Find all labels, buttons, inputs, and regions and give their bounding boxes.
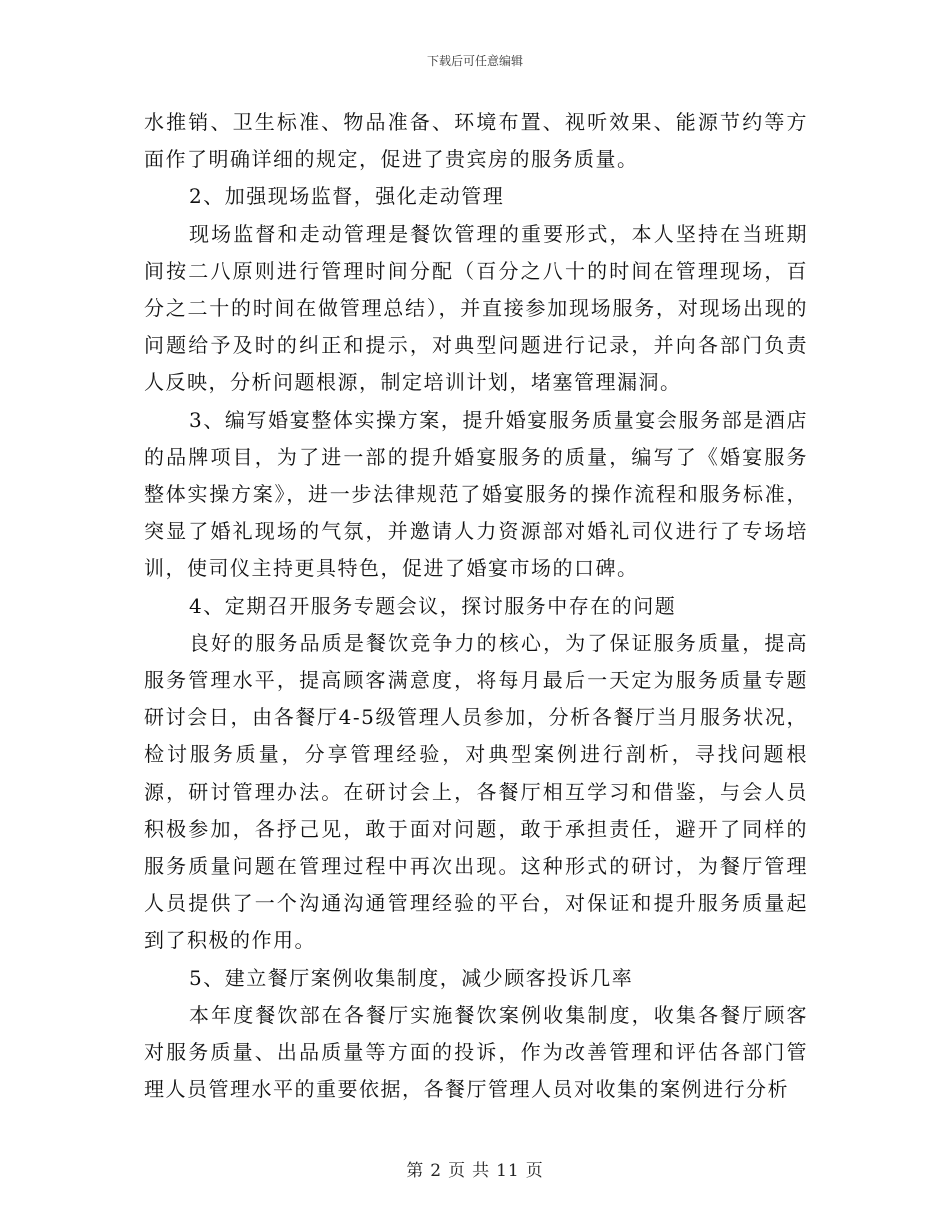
section-heading: 2、加强现场监督，强化走动管理: [189, 184, 505, 209]
paragraph: 良好的服务品质是餐饮竞争力的核心，为了保证服务质量，提高服务管理水平，提高顾客满意度，将每月最后一天定为服务质量专题研讨会日，由各餐厅4-5级管理人员参加，分析各餐厅当月服务状况，检讨服务质量，分享管理经验，对典型案例进行剖析，寻找问题根源，研讨管理办法。在研讨会上，各餐厅相互学习和借鉴，与会人员积极参加，各抒己见，敢于面对问题，敢于承担责任，避开了同样的服务质量问题在管理过程中再次出现。这种形式的研讨，为餐厅管理人员提供了一个沟通沟通管理经验的平台，对保证和提升服务质量起到了积极的作用。: [144, 630, 808, 953]
footer-total-pages: 11: [496, 1161, 520, 1181]
paragraph: 现场监督和走动管理是餐饮管理的重要形式，本人坚持在当班期间按二八原则进行管理时间分配（百分之八十的时间在管理现场，百分之二十的时间在做管理总结），并直接参加现场服务，对现场出现的问题给予及时的纠正和提示，对典型问题进行记录，并向各部门负责人反映，分析问题根源，制定培训计划，堵塞管理漏洞。: [144, 221, 808, 395]
paragraph: 水推销、卫生标准、物品准备、环境布置、视听效果、能源节约等方面作了明确详细的规定，促进了贵宾房的服务质量。: [144, 110, 808, 172]
page-footer: [0, 1156, 950, 1181]
footer-total-word: 共: [472, 1161, 491, 1181]
footer-prefix: 第: [406, 1161, 425, 1181]
document-body: [144, 104, 808, 1108]
footer-page-word: 页: [448, 1161, 467, 1181]
section-heading: 5、建立餐厅案例收集制度，减少顾客投诉几率: [189, 965, 634, 990]
page-header-note: 下载后可任意编辑: [426, 54, 523, 68]
section-heading: 4、定期召开服务专题会议，探讨服务中存在的问题: [189, 593, 677, 618]
footer-current-page: 2: [430, 1161, 443, 1181]
paragraph: 本年度餐饮部在各餐厅实施餐饮案例收集制度，收集各餐厅顾客对服务质量、出品质量等方面的投诉，作为改善管理和评估各部门管理人员管理水平的重要依据，各餐厅管理人员对收集的案例进行分析: [144, 1002, 808, 1102]
paragraph: 3、编写婚宴整体实操方案，提升婚宴服务质量宴会服务部是酒店的品牌项目，为了进一部的提升婚宴服务的质量，编写了《婚宴服务整体实操方案》，进一步法律规范了婚宴服务的操作流程和服务标准，突显了婚礼现场的气氛，并邀请人力资源部对婚礼司仪进行了专场培训，使司仪主持更具特色，促进了婚宴市场的口碑。: [144, 407, 808, 581]
footer-suffix: 页: [525, 1161, 544, 1181]
